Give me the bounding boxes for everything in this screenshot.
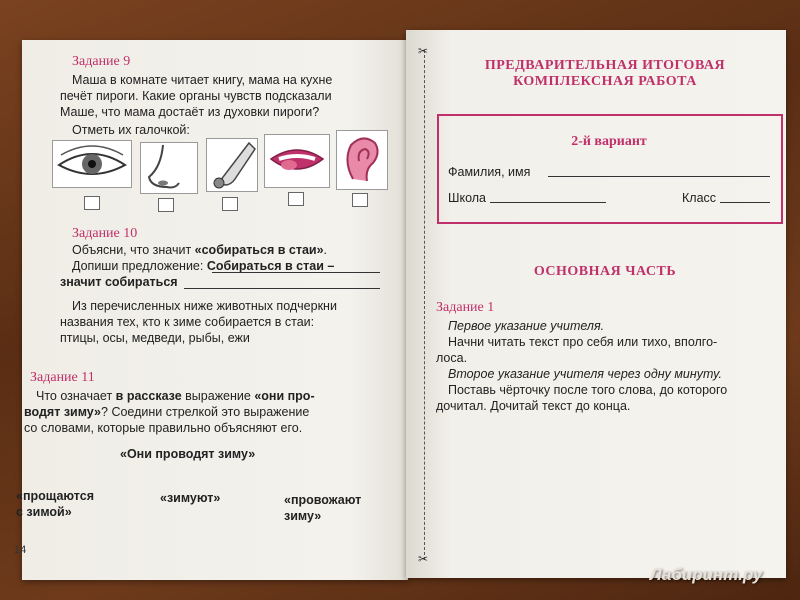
nose-icon (140, 142, 198, 194)
checkbox-ear[interactable] (352, 193, 368, 207)
class-field[interactable] (720, 202, 770, 203)
task10-text-3: значит собираться (60, 275, 178, 289)
work-title-line2: КОМПЛЕКСНАЯ РАБОТА (513, 74, 697, 89)
task9-text-3: Маше, что мама достаёт из духовки пироги? (60, 105, 320, 119)
name-field[interactable] (548, 176, 770, 177)
task1-text-5: Поставь чёрточку после того слова, до которого (448, 383, 728, 397)
section-title: ОСНОВНАЯ ЧАСТЬ (533, 264, 677, 279)
eye-icon (52, 140, 132, 188)
task10-title: Задание 10 (72, 226, 138, 241)
scissors-icon-bottom: ✂ (418, 552, 429, 566)
task1-text-1: Первое указание учителя. (448, 319, 605, 333)
task9-title: Задание 9 (72, 54, 131, 69)
answer-line-1[interactable] (212, 272, 380, 273)
scissors-icon: ✂ (418, 44, 429, 58)
ear-icon (336, 130, 388, 190)
checkbox-nose[interactable] (158, 198, 174, 212)
task10-animals[interactable]: птицы, осы, медведи, рыбы, ежи (60, 331, 250, 345)
task1-text-2: Начни читать текст про себя или тихо, вполго- (448, 335, 718, 349)
school-label: Школа (448, 191, 486, 205)
phrase-they-spend-winter[interactable]: «Они проводят зиму» (120, 447, 256, 461)
checkbox-eye[interactable] (84, 196, 100, 210)
task1-text-6: дочитал. Дочитай текст до конца. (436, 399, 631, 413)
task1-title: Задание 1 (436, 300, 495, 315)
work-title-line1: ПРЕДВАРИТЕЛЬНАЯ ИТОГОВАЯ (484, 58, 726, 73)
watermark: Лабиринт.ру (650, 565, 763, 584)
task10-text-5: названия тех, кто к зиме собирается в стаи: (60, 315, 315, 329)
task9-text-4: Отметь их галочкой: (72, 123, 190, 137)
checkbox-mouth[interactable] (288, 192, 304, 206)
option-say-goodbye[interactable]: «прощаются с зимой» (16, 489, 94, 519)
task10-text-2: Допиши предложение: Собираться в стаи – (72, 259, 335, 273)
task1-text-4: Второе указание учителя через одну минуту. (448, 367, 723, 381)
task9-text-2: печёт пироги. Какие органы чувств подсказали (60, 89, 332, 103)
page-number: 14 (14, 544, 27, 556)
task10-text-1: Объясни, что значит «собираться в стаи». (72, 243, 328, 257)
task9-text-1: Маша в комнате читает книгу, мама на кухне (72, 73, 333, 87)
variant-label: 2-й вариант (571, 134, 647, 149)
answer-line-2[interactable] (184, 288, 380, 289)
task11-text-2: водят зиму»? Соедини стрелкой это выражение (24, 405, 310, 419)
task11-text-1: Что означает в рассказе выражение «они про- (36, 389, 315, 403)
option-winter[interactable]: «зимуют» (160, 491, 221, 505)
class-label: Класс (682, 191, 717, 205)
task10-text-4: Из перечисленных ниже животных подчеркни (72, 299, 337, 313)
finger-icon (206, 138, 258, 192)
option-see-off[interactable]: «провожают зиму» (284, 493, 362, 523)
task11-title: Задание 11 (30, 370, 95, 385)
task1-text-3: лоса. (436, 351, 468, 365)
mouth-icon (264, 134, 330, 188)
cut-line (424, 50, 425, 560)
school-field[interactable] (490, 202, 606, 203)
checkbox-finger[interactable] (222, 197, 238, 211)
task11-text-3: со словами, которые правильно объясняют его. (24, 421, 303, 435)
name-label: Фамилия, имя (448, 165, 531, 179)
